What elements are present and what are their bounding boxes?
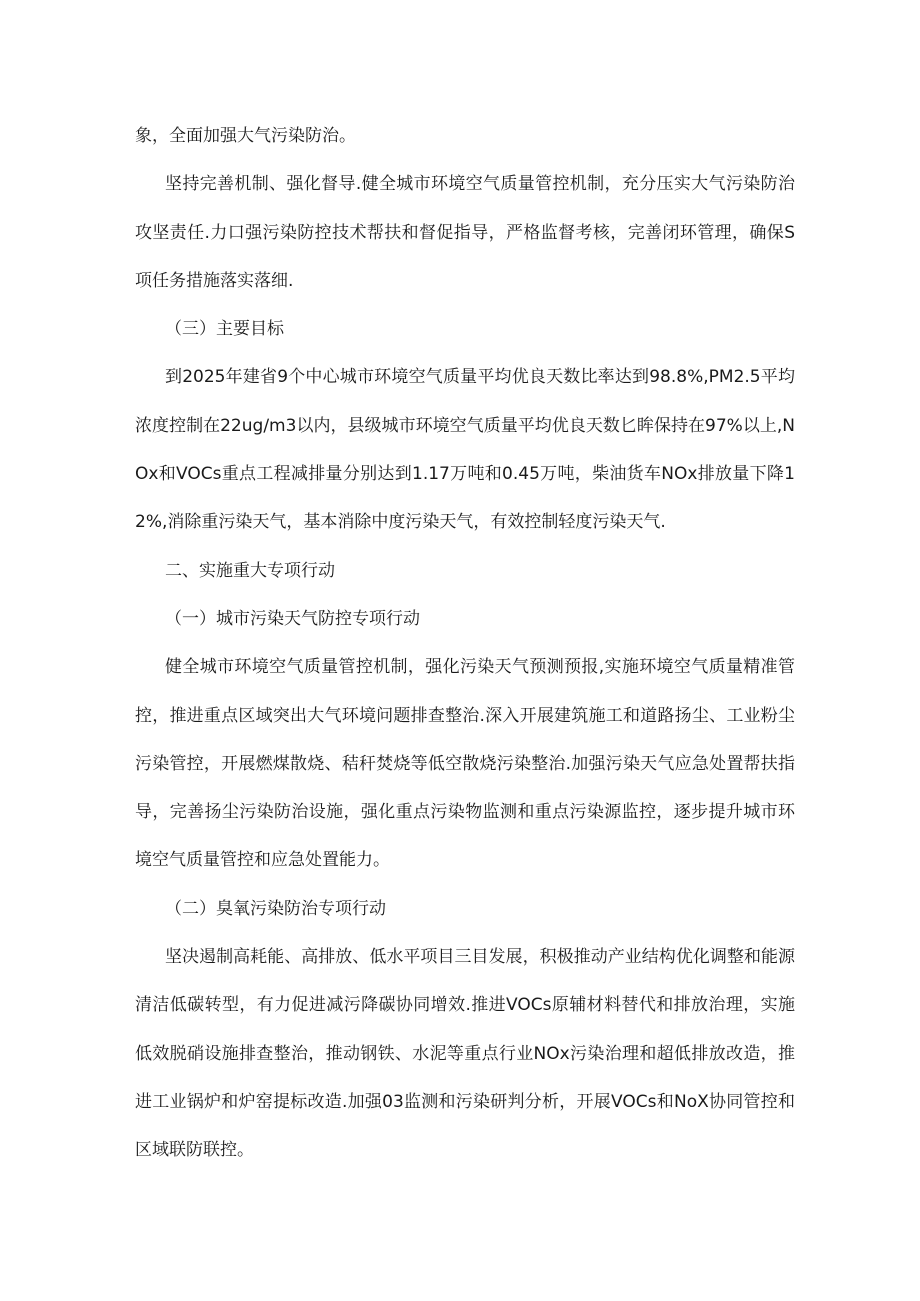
document-body <box>135 112 795 1175</box>
heading-ozone-action: （二）臭氧污染防治专项行动 <box>165 898 386 919</box>
paragraph-targets: 到2025年建省9个中心城市环境空气质量平均优良天数比率达到98.8%,PM2.5平均浓度控制在22ug∕m3以内，县级城市环境空气质量平均优良天数匕眸保持在97%以上,NOx和VOCs重点工程减排量分别达到1.17万吨和0.45万吨，柴油货车NOx排放量下降12%,消除重污染天气，基本消除中度污染天气，有效控制轻度污染天气. <box>135 367 795 533</box>
heading-main-targets: （三）主要目标 <box>165 319 284 340</box>
paragraph-continuation: 象，全面加强大气污染防治。 <box>135 126 356 146</box>
paragraph-city-pollution: 健全城市环境空气质量管控机制，强化污染天气预测预报,实施环境空气质量精准管控，推进重点区域突出大气环境问题排查整治.深入开展建筑施工和道路扬尘、工业粉尘污染管控，开展燃煤散烧、秸秆焚烧等低空散烧污染整治.加强污染天气应急处置帮扶指导，完善扬尘污染防治设施，强化重点污染物监测和重点污染源监控，逐步提升城市环境空气质量管控和应急处置能力。 <box>135 657 795 871</box>
paragraph-mechanism: 坚持完善机制、强化督导.健全城市环境空气质量管控机制，充分压实大气污染防治攻坚责任.力口强污染防控技术帮扶和督促指导，严格监督考核，完善闭环管理，确保S项任务措施落实落细. <box>135 174 795 291</box>
paragraph-ozone: 坚决遏制高耗能、高排放、低水平项目三目发展，积极推动产业结构优化调整和能源清洁低碳转型，有力促进减污降碳协同增效.推进VOCs原辅材料替代和排放治理，实施低效脱硝设施排查整治，推动钢铁、水泥等重点行业NOx污染治理和超低排放改造，推进工业锅炉和炉窑提标改造.加强03监测和污染研判分析，开展VOCs和NoX协同管控和区域联防联控。 <box>135 947 795 1161</box>
heading-city-pollution-action: （一）城市污染天气防控专项行动 <box>165 608 420 629</box>
heading-major-actions: 二、实施重大专项行动 <box>165 560 335 581</box>
